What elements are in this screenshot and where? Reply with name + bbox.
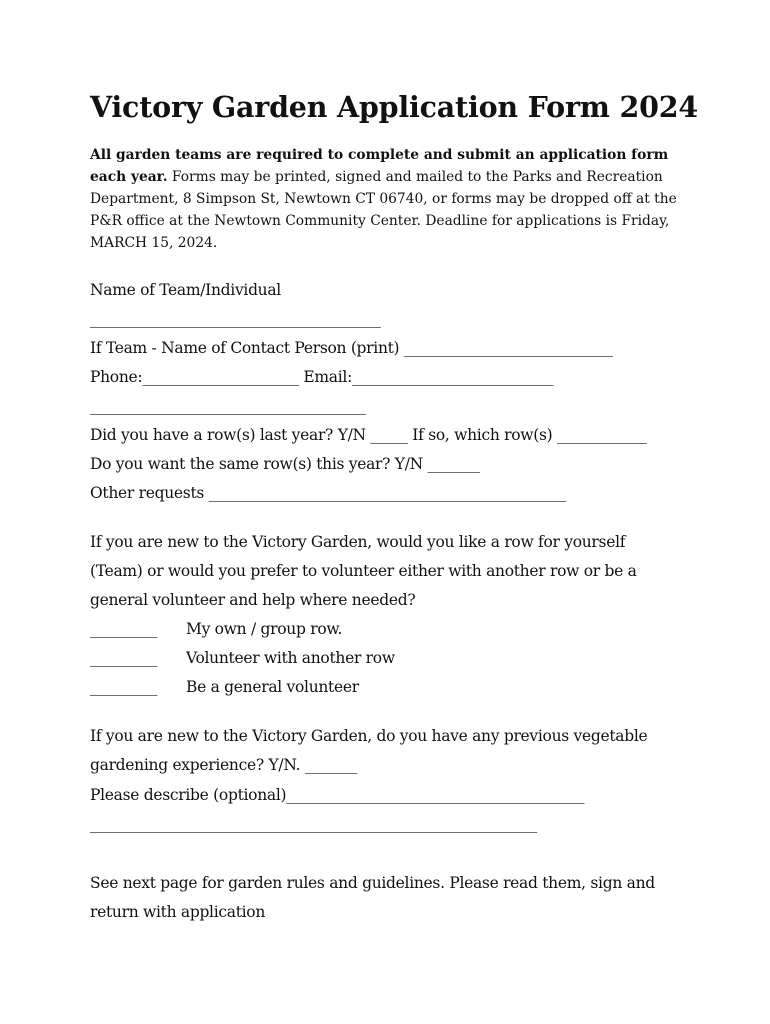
same-row-field[interactable]: Do you want the same row(s) this year? Y/N _______ [90, 455, 480, 473]
option-blank[interactable]: _________ [90, 620, 158, 638]
new-member-question: If you are new to the Victory Garden, would you like a row for yourself (Team) or would you prefer to volunteer either with another row or be a general volunteer and help where needed? [90, 533, 637, 609]
contact-person-field[interactable]: If Team - Name of Contact Person (print) ____________________________ [90, 339, 613, 357]
team-name-field[interactable]: _______________________________________ [90, 310, 381, 328]
intro-requirement: All garden teams are required to complete and submit an application form each year. [90, 147, 669, 185]
phone-email-field[interactable]: Phone:_____________________ Email:___________________________ [90, 368, 554, 386]
option-label: Volunteer with another row [186, 649, 395, 667]
describe-field[interactable]: Please describe (optional)________________________________________ [90, 786, 585, 804]
other-requests-field[interactable]: Other requests ________________________________________________ [90, 484, 567, 502]
row-last-year-field[interactable]: Did you have a row(s) last year? Y/N _____ If so, which row(s) ____________ [90, 426, 647, 444]
form-title: Victory Garden Application Form 2024 [90, 90, 698, 124]
option-own-row[interactable] [90, 620, 342, 638]
footer-note: See next page for garden rules and guidelines. Please read them, sign and return with application [90, 874, 655, 921]
intro-paragraph [90, 144, 680, 254]
option-general-volunteer[interactable] [90, 678, 359, 696]
option-volunteer-row[interactable] [90, 649, 395, 667]
intro-instructions: Forms may be printed, signed and mailed to the Parks and Recreation Department, 8 Simpson St, Newtown CT 06740, or forms may be dropped off at the P&R office at the Newtown Community Center. Deadline for applications is Friday, MARCH 15, 2024. [90, 169, 677, 251]
option-blank[interactable]: _________ [90, 649, 158, 667]
option-blank[interactable]: _________ [90, 678, 158, 696]
option-label: My own / group row. [186, 620, 343, 638]
extra-contact-field[interactable]: _____________________________________ [90, 397, 366, 415]
experience-question[interactable]: If you are new to the Victory Garden, do you have any previous vegetable gardening experience? Y/N. _______ [90, 727, 648, 774]
option-label: Be a general volunteer [186, 678, 359, 696]
team-name-label: Name of Team/Individual [90, 281, 281, 299]
describe-field-continued[interactable]: ____________________________________________________________ [90, 815, 538, 833]
